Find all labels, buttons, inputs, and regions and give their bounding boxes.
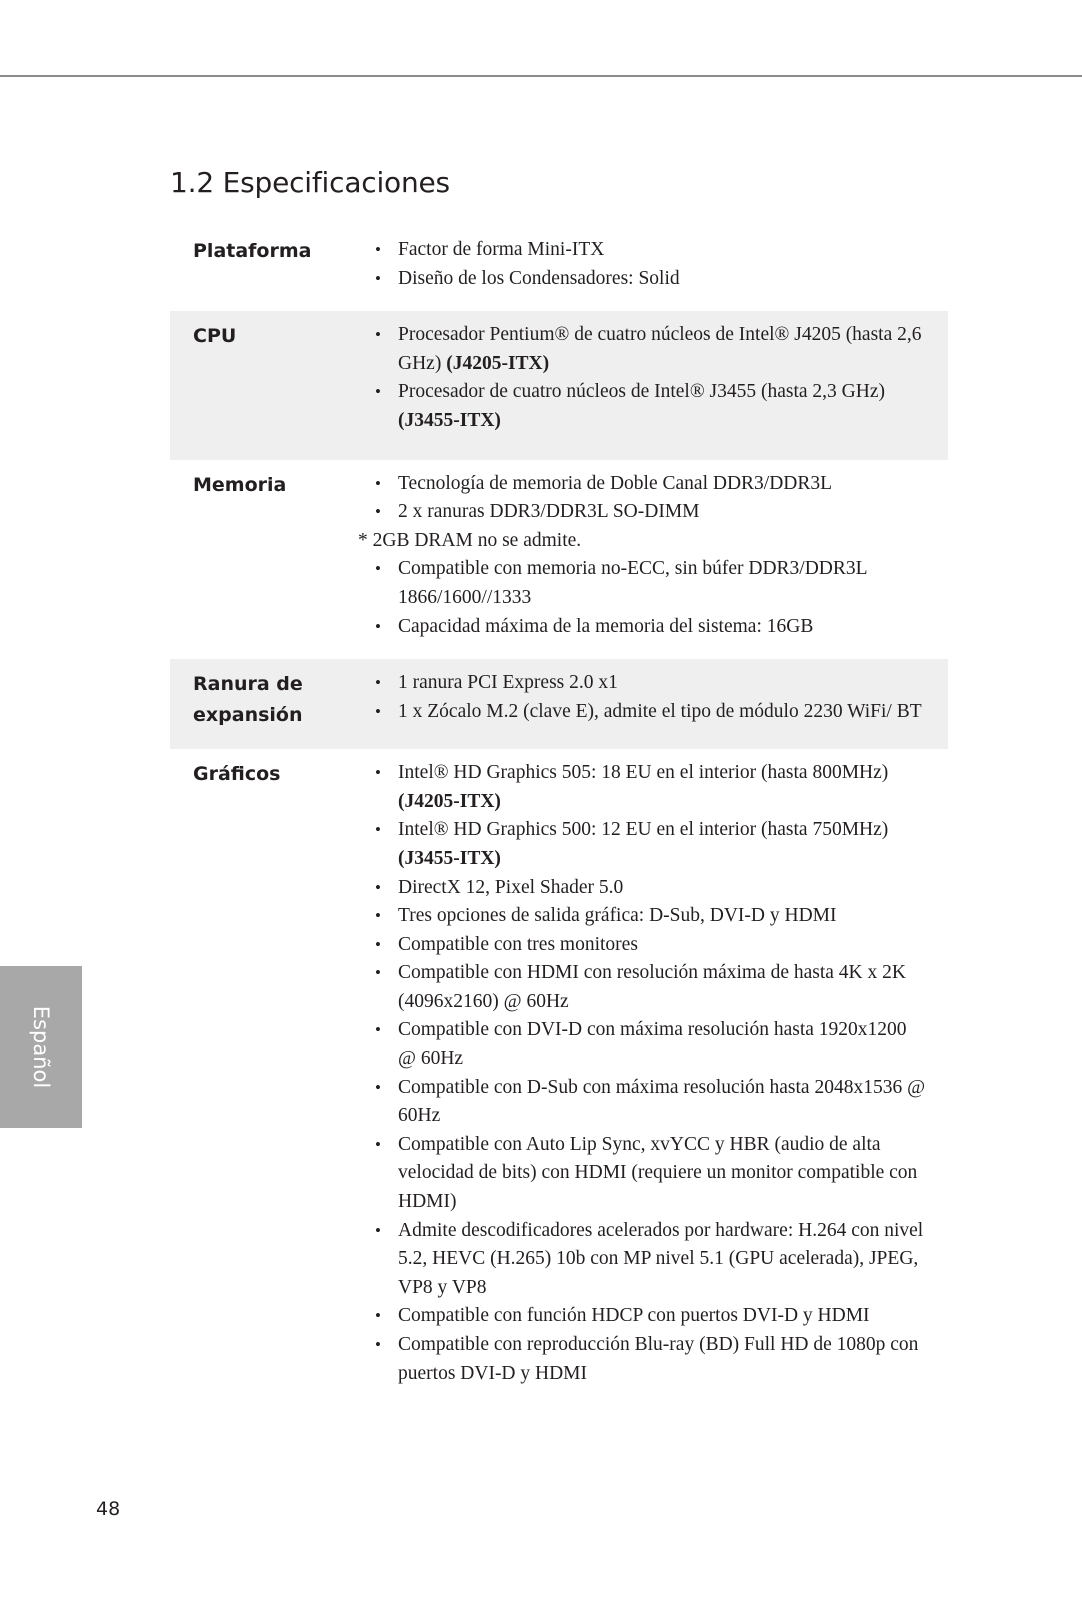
spec-item-text: Compatible con Auto Lip Sync, xvYCC y HBR (audio de alta velocidad de bits) con HDMI (requiere un monitor compatible con HDMI) (398, 1133, 918, 1213)
spec-list (364, 321, 926, 435)
spec-item (364, 378, 926, 435)
spec-item (364, 1074, 926, 1131)
spec-item (364, 1302, 926, 1331)
spec-item (364, 1217, 926, 1303)
spec-list (364, 555, 926, 641)
spec-item-model: (J4205-ITX) (446, 352, 550, 374)
spec-item-text: Compatible con tres monitores (398, 933, 638, 955)
spec-content (364, 311, 948, 435)
spec-item (364, 265, 926, 294)
spec-item (364, 816, 926, 873)
spec-label: Plataforma (193, 240, 312, 262)
spec-item-text: Compatible con HDMI con resolución máxima de hasta 4K x 2K (4096x2160) @ 60Hz (398, 962, 906, 1012)
spec-row (170, 749, 948, 1394)
spec-item (364, 874, 926, 903)
spec-label: CPU (193, 325, 237, 348)
spec-item (364, 669, 926, 698)
spec-item-model: (J4205-ITX) (398, 790, 501, 812)
spec-item-text: Diseño de los Condensadores: Solid (398, 267, 680, 289)
spec-list (364, 470, 926, 527)
spec-item-text: Tres opciones de salida gráfica: D-Sub, DVI-D y HDMI (398, 905, 837, 927)
spec-item (364, 613, 926, 642)
spec-list (364, 236, 926, 293)
spec-item-text: Compatible con reproducción Blu-ray (BD) Full HD de 1080p con puertos DVI-D y HDMI (398, 1334, 919, 1384)
spec-note-text: * 2GB DRAM no se admite. (358, 529, 582, 551)
spec-item-text: Procesador Pentium® de cuatro núcleos de Intel® J4205 (hasta 2,6 GHz) (398, 324, 922, 374)
spec-item (364, 698, 926, 727)
spec-row (170, 311, 948, 459)
spec-item-text: Factor de forma Mini-ITX (398, 239, 605, 260)
spec-item-text: Intel® HD Graphics 500: 12 EU en el interior (hasta 750MHz) (398, 819, 889, 841)
spec-row (170, 226, 948, 311)
spec-label: Memoria (193, 473, 287, 496)
page-number: 48 (96, 1498, 121, 1520)
spec-note (358, 527, 926, 556)
spec-item-model: (J3455-ITX) (398, 409, 501, 431)
language-side-tab-label: Español (29, 1005, 53, 1089)
spec-item (364, 1331, 926, 1388)
spec-item-text: Tecnología de memoria de Doble Canal DDR3/DDR3L (398, 472, 833, 494)
spec-item-text: DirectX 12, Pixel Shader 5.0 (398, 876, 624, 898)
spec-list (364, 669, 926, 726)
spec-table (170, 226, 948, 1394)
spec-item (364, 555, 926, 612)
spec-item-text: 1 x Zócalo M.2 (clave E), admite el tipo de módulo 2230 WiFi/ BT (398, 700, 922, 722)
spec-item-text: Compatible con memoria no-ECC, sin búfer DDR3/DDR3L 1866/1600//1333 (398, 558, 867, 608)
spec-item (364, 470, 926, 499)
spec-item-text: Compatible con D-Sub con máxima resolución hasta 2048x1536 @ 60Hz (398, 1076, 926, 1127)
spec-content (364, 226, 948, 293)
spec-item-text: Compatible con DVI-D con máxima resolución hasta 1920x1200 @ 60Hz (398, 1019, 907, 1070)
spec-item-text: Procesador de cuatro núcleos de Intel® J3455 (hasta 2,3 GHz) (398, 381, 885, 403)
spec-item (364, 959, 926, 1016)
spec-item (364, 1016, 926, 1073)
spec-content (364, 659, 948, 726)
spec-row (170, 460, 948, 660)
spec-row (170, 659, 948, 749)
header-rule (0, 75, 1082, 77)
spec-item (364, 236, 926, 265)
spec-label: Gráficos (193, 763, 281, 786)
spec-item (364, 759, 926, 816)
spec-item-text: 2 x ranuras DDR3/DDR3L SO-DIMM (398, 501, 700, 523)
spec-item-text: Intel® HD Graphics 505: 18 EU en el interior (hasta 800MHz) (398, 762, 889, 784)
spec-item (364, 321, 926, 378)
spec-item (364, 1131, 926, 1217)
spec-item (364, 902, 926, 931)
spec-item-text: Admite descodificadores acelerados por hardware: H.264 con nivel 5.2, HEVC (H.265) 10b con MP nivel 5.1 (GPU acelerada), JPEG, VP8 y VP8 (398, 1219, 924, 1298)
spec-label: Ranura de expansión (193, 673, 303, 727)
spec-item (364, 498, 926, 527)
spec-content (364, 749, 948, 1388)
spec-item-model: (J3455-ITX) (398, 847, 501, 869)
spec-item-text: 1 ranura PCI Express 2.0 x1 (398, 672, 618, 694)
spec-item-text: Compatible con función HDCP con puertos DVI-D y HDMI (398, 1305, 870, 1327)
spec-item (364, 931, 926, 960)
spec-list (364, 759, 926, 1388)
spec-content (358, 460, 948, 642)
language-side-tab (0, 966, 82, 1128)
spec-item-text: Capacidad máxima de la memoria del sistema: 16GB (398, 615, 814, 637)
section-title: 1.2 Especificaciones (170, 166, 450, 199)
